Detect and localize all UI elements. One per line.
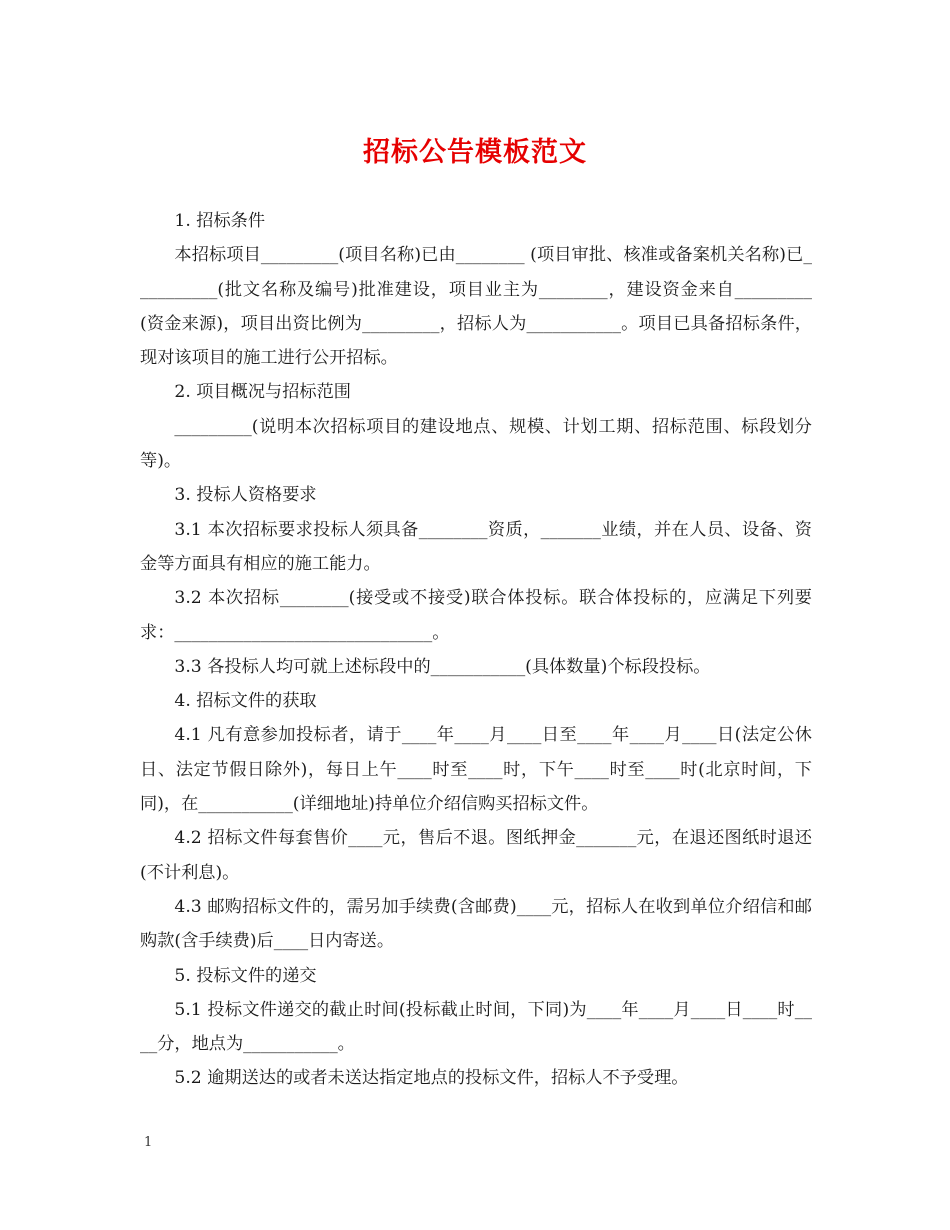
paragraph-3-2: 3.2 本次招标________(接受或不接受)联合体投标。联合体投标的，应满足下列要求：______________________________。 (140, 588, 812, 643)
paragraph-project-overview: _________(说明本次招标项目的建设地点、规模、计划工期、招标范围、标段划分等)。 (140, 416, 812, 472)
section-heading-5: 5. 投标文件的递交 (174, 965, 317, 986)
section-heading-3: 3. 投标人资格要求 (174, 485, 317, 506)
page-number: 1 (144, 1135, 153, 1150)
section-heading-1: 1. 招标条件 (174, 211, 266, 231)
paragraph-5-1: 5.1 投标文件递交的截止时间(投标截止时间，下同)为____年____月____日____时____分，地点为___________。 (140, 999, 812, 1055)
paragraph-3-3: 3.3 各投标人均可就上述标段中的___________(具体数量)个标段投标。 (174, 656, 711, 677)
section-heading-2: 2. 项目概况与招标范围 (174, 382, 351, 403)
paragraph-3-1: 3.1 本次招标要求投标人须具备________资质，_______业绩，并在人员、设备、资金等方面具有相应的施工能力。 (140, 519, 812, 574)
paragraph-4-1: 4.1 凡有意参加投标者，请于____年____月____日至____年____月____日(法定公休日、法定节假日除外)，每日上午____时至____时，下午____时至____时(北京时间，下同)，在___________(详细地址)持单位介绍信购买招标文件。 (140, 725, 812, 815)
paragraph-4-3: 4.3 邮购招标文件的，需另加手续费(含邮费)____元，招标人在收到单位介绍信和邮购款(含手续费)后____日内寄送。 (140, 896, 812, 952)
document-title: 招标公告模板范文 (363, 137, 587, 168)
paragraph-5-2: 5.2 逾期送达的或者未送达指定地点的投标文件，招标人不予受理。 (174, 1068, 689, 1089)
paragraph-4-2: 4.2 招标文件每套售价____元，售后不退。图纸押金_______元，在退还图纸时退还(不计利息)。 (140, 828, 812, 883)
paragraph-tender-conditions: 本招标项目_________(项目名称)已由________ (项目审批、核准或备案机关名称)已__________(批文名称及编号)批准建设，项目业主为________，建设资金来自_________(资金来源)，项目出资比例为_________，招标人为___________。项目已具备招标条件，现对该项目的施工进行公开招标。 (140, 245, 812, 369)
document-body (140, 204, 812, 1096)
section-heading-4: 4. 招标文件的获取 (174, 691, 317, 712)
